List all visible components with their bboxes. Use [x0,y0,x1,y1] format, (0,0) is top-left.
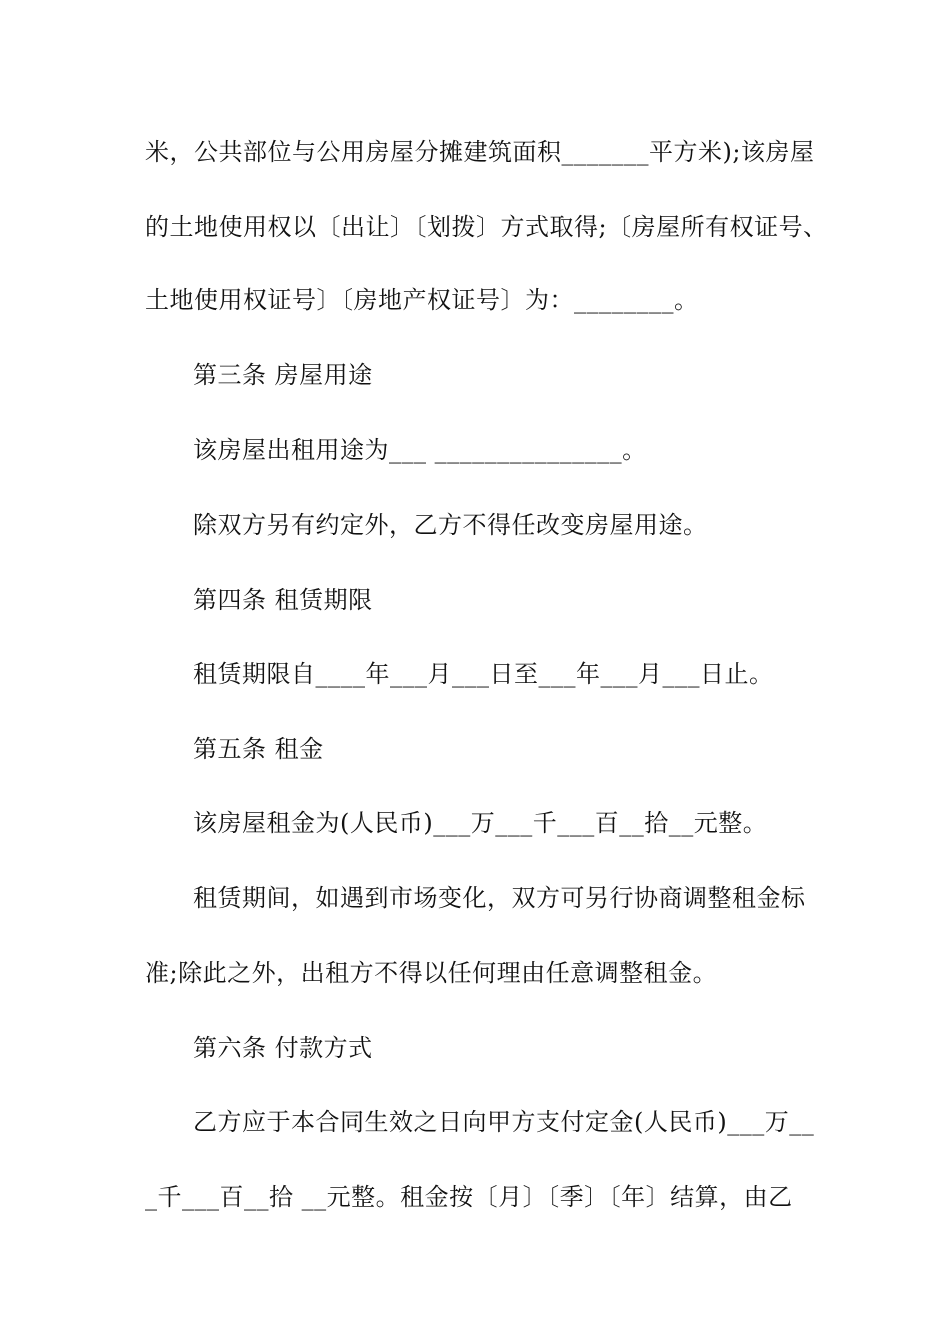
article-heading: 第三条 房屋用途 [193,361,373,389]
article-heading: 第五条 租金 [193,735,324,763]
paragraph-line: 租赁期限自____年___月___日至___年___月___日止。 [193,660,774,688]
paragraph-line: 除双方另有约定外，乙方不得任改变房屋用途。 [193,511,708,539]
article-heading: 第四条 租赁期限 [193,586,373,614]
paragraph-line: 乙方应于本合同生效之日向甲方支付定金(人民币)___万__ [193,1108,815,1136]
paragraph-line: 该房屋租金为(人民币)___万___千___百__拾__元整。 [193,809,768,837]
paragraph-line: 米，公共部位与公用房屋分摊建筑面积_______平方米);该房屋 [145,138,815,166]
paragraph-line: 准;除此之外，出租方不得以任何理由任意调整租金。 [145,959,718,987]
paragraph-line: 的土地使用权以〔出让〕〔划拨〕方式取得;〔房屋所有权证号、 [145,213,828,241]
article-heading: 第六条 付款方式 [193,1034,373,1062]
paragraph-line: 租赁期间，如遇到市场变化，双方可另行协商调整租金标 [193,884,806,912]
paragraph-line: _千___百__拾 __元整。租金按〔月〕〔季〕〔年〕结算，由乙 [145,1183,793,1211]
paragraph-line: 土地使用权证号〕〔房地产权证号〕为：________。 [145,286,699,314]
paragraph-line: 该房屋出租用途为___ _______________。 [193,436,647,464]
